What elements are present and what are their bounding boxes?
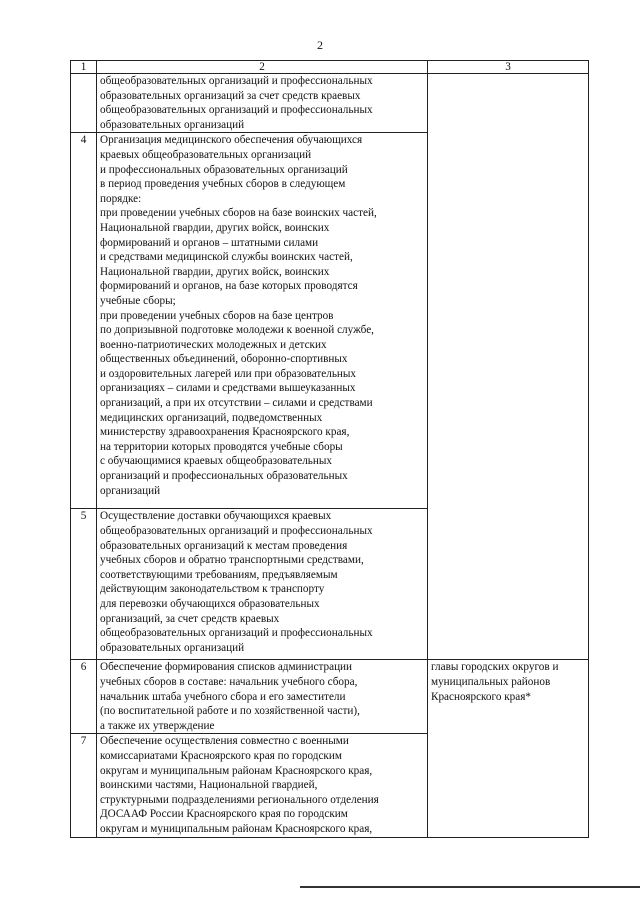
content-line: медицинских организаций, подведомственных bbox=[100, 411, 323, 424]
document-table bbox=[70, 60, 589, 838]
content-line: организациях – силами и средствами вышеуказанных bbox=[100, 382, 356, 395]
content-line: при проведении учебных сборов на базе центров bbox=[100, 309, 334, 322]
content-line: образовательных организаций к местам проведения bbox=[100, 539, 348, 552]
table-header-row bbox=[71, 61, 589, 74]
content-line: структурными подразделениями регионального отделения bbox=[100, 793, 379, 806]
content-line: воинскими частями, Национальной гвардией, bbox=[100, 779, 318, 792]
content-line: организаций, за счет средств краевых bbox=[100, 612, 280, 625]
row-content bbox=[97, 734, 428, 838]
content-line: организаций и профессиональных образовательных bbox=[100, 470, 348, 483]
content-line: ДОСААФ России Красноярского края по городским bbox=[100, 808, 348, 821]
content-line: учебных сборов и обратно транспортными средствами, bbox=[100, 554, 364, 567]
content-line: Национальной гвардии, других войск, воинских bbox=[100, 221, 330, 234]
content-line: с обучающимися краевых общеобразовательных bbox=[100, 455, 332, 468]
row-number: 7 bbox=[71, 734, 97, 838]
table-row bbox=[71, 660, 589, 734]
row-content bbox=[97, 509, 428, 660]
content-line: образовательных организаций за счет средств краевых bbox=[100, 89, 361, 102]
content-line: и оздоровительных лагерей или при образовательных bbox=[100, 367, 357, 380]
content-line: общеобразовательных организаций и профессиональных bbox=[100, 104, 373, 117]
content-line: и средствами медицинской службы воинских частей, bbox=[100, 251, 353, 264]
content-line: Обеспечение формирования списков администрации bbox=[100, 661, 353, 674]
content-line: в период проведения учебных сборов в следующем bbox=[100, 178, 346, 191]
content-line: округам и муниципальным районам Красноярского края, bbox=[100, 764, 373, 777]
row-content bbox=[97, 660, 428, 734]
responsible-line: главы городских округов и bbox=[431, 661, 559, 674]
content-line: Национальной гвардии, других войск, воинских bbox=[100, 265, 330, 278]
row-number: 5 bbox=[71, 509, 97, 660]
content-line: начальник штаба учебного сбора и его заместители bbox=[100, 690, 346, 703]
column-header-responsible: 3 bbox=[428, 61, 589, 74]
content-line: организаций, а при их отсутствии – силами и средствами bbox=[100, 397, 373, 410]
row-responsible bbox=[428, 660, 589, 838]
page-number: 2 bbox=[317, 38, 323, 52]
content-line: краевых общеобразовательных организаций bbox=[100, 148, 312, 161]
row-number: 6 bbox=[71, 660, 97, 734]
content-line: и профессиональных образовательных организаций bbox=[100, 163, 348, 176]
content-line: округам и муниципальным районам Красноярского края, bbox=[100, 822, 373, 835]
content-line: на территории которых проводятся учебные сборы bbox=[100, 440, 343, 453]
content-line: при проведении учебных сборов на базе воинских частей, bbox=[100, 207, 377, 220]
content-line: а также их утверждение bbox=[100, 719, 215, 732]
content-line: организаций bbox=[100, 484, 161, 497]
content-line: комиссариатами Красноярского края по городским bbox=[100, 749, 342, 762]
content-line: формирований и органов – штатными силами bbox=[100, 236, 319, 249]
column-header-number: 1 bbox=[71, 61, 97, 74]
content-line: соответствующими требованиям, предъявляемым bbox=[100, 568, 338, 581]
content-line: действующим законодательством к транспорту bbox=[100, 583, 325, 596]
content-line: образовательных организаций bbox=[100, 118, 245, 131]
row-content bbox=[97, 74, 428, 133]
content-line: образовательных организаций bbox=[100, 641, 245, 654]
bottom-divider bbox=[300, 886, 640, 888]
content-line: порядке: bbox=[100, 192, 142, 205]
responsible-line: Красноярского края* bbox=[431, 690, 531, 703]
table-row bbox=[71, 74, 589, 133]
responsible-line: муниципальных районов bbox=[431, 675, 551, 688]
content-line: по допризывной подготовке молодежи к военной службе, bbox=[100, 324, 374, 337]
content-line: учебных сборов в составе: начальник учебного сбора, bbox=[100, 675, 358, 688]
content-line: Организация медицинского обеспечения обучающихся bbox=[100, 134, 363, 147]
content-line: учебные сборы; bbox=[100, 294, 176, 307]
row-number bbox=[71, 74, 97, 133]
content-line: министерству здравоохранения Красноярского края, bbox=[100, 426, 350, 439]
row-responsible bbox=[428, 74, 589, 660]
row-number: 4 bbox=[71, 133, 97, 509]
row-content bbox=[97, 133, 428, 509]
column-header-content: 2 bbox=[97, 61, 428, 74]
content-line: общеобразовательных организаций и профессиональных bbox=[100, 524, 373, 537]
content-line: формирований и органов, на базе которых проводятся bbox=[100, 280, 358, 293]
content-line: Обеспечение осуществления совместно с военными bbox=[100, 735, 349, 748]
content-line: военно-патриотических молодежных и детских bbox=[100, 338, 327, 351]
content-line: для перевозки обучающихся образовательных bbox=[100, 597, 320, 610]
content-line: общеобразовательных организаций и профессиональных bbox=[100, 75, 373, 87]
content-line: (по воспитательной работе и по хозяйственной части), bbox=[100, 705, 360, 718]
content-line: Осуществление доставки обучающихся краевых bbox=[100, 510, 332, 523]
content-line: общественных объединений, оборонно-спортивных bbox=[100, 353, 348, 366]
content-line: общеобразовательных организаций и профессиональных bbox=[100, 627, 373, 640]
